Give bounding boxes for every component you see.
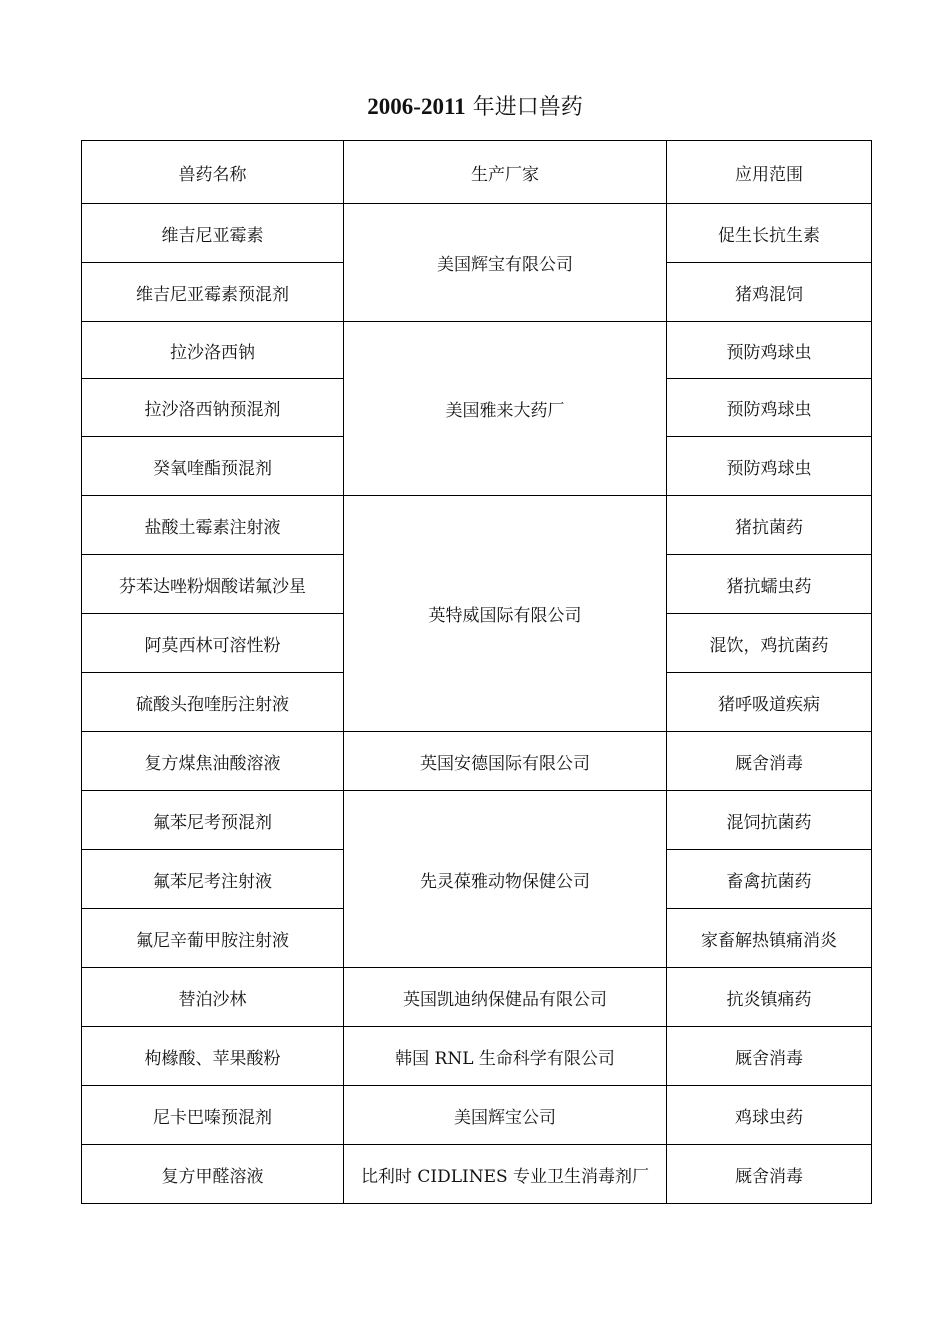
drug-name: 尼卡巴嗪预混剂 [82, 1086, 344, 1145]
drug-name: 复方甲醛溶液 [82, 1145, 344, 1204]
drug-name: 氟尼辛葡甲胺注射液 [82, 909, 344, 968]
drug-table [81, 140, 872, 1204]
drug-use: 预防鸡球虫 [667, 379, 872, 437]
drug-name: 癸氧喹酯预混剂 [82, 437, 344, 496]
drug-name: 氟苯尼考预混剂 [82, 791, 344, 850]
table-row [82, 1145, 872, 1204]
drug-name: 阿莫西林可溶性粉 [82, 614, 344, 673]
header-name: 兽药名称 [82, 141, 344, 204]
drug-name: 复方煤焦油酸溶液 [82, 732, 344, 791]
table-row [82, 732, 872, 791]
header-use: 应用范围 [667, 141, 872, 204]
drug-name: 拉沙洛西钠 [82, 322, 344, 379]
drug-use: 混饲抗菌药 [667, 791, 872, 850]
header-row [82, 141, 872, 204]
drug-use: 促生长抗生素 [667, 204, 872, 263]
title-year: 2006-2011 [367, 94, 466, 119]
page-title [0, 92, 950, 123]
maker-cell: 英特威国际有限公司 [344, 496, 667, 732]
drug-use: 混饮，鸡抗菌药 [667, 614, 872, 673]
maker-cell: 美国辉宝公司 [344, 1086, 667, 1145]
drug-use: 畜禽抗菌药 [667, 850, 872, 909]
maker-cell: 英国安德国际有限公司 [344, 732, 667, 791]
drug-name: 拉沙洛西钠预混剂 [82, 379, 344, 437]
table-row [82, 1086, 872, 1145]
drug-use: 猪鸡混饲 [667, 263, 872, 322]
drug-use: 预防鸡球虫 [667, 322, 872, 379]
drug-name: 硫酸头孢喹肟注射液 [82, 673, 344, 732]
maker-cell: 比利时 CIDLINES 专业卫生消毒剂厂 [344, 1145, 667, 1204]
drug-name: 芬苯达唑粉烟酸诺氟沙星 [82, 555, 344, 614]
table-row [82, 791, 872, 850]
header-maker: 生产厂家 [344, 141, 667, 204]
drug-use: 猪抗菌药 [667, 496, 872, 555]
drug-name: 维吉尼亚霉素预混剂 [82, 263, 344, 322]
drug-use: 抗炎镇痛药 [667, 968, 872, 1027]
maker-cell: 美国辉宝有限公司 [344, 204, 667, 322]
drug-name: 盐酸土霉素注射液 [82, 496, 344, 555]
table-row [82, 204, 872, 263]
table-row [82, 968, 872, 1027]
drug-use: 鸡球虫药 [667, 1086, 872, 1145]
drug-use: 猪抗蠕虫药 [667, 555, 872, 614]
maker-cell: 先灵葆雅动物保健公司 [344, 791, 667, 968]
drug-name: 替泊沙林 [82, 968, 344, 1027]
drug-name: 氟苯尼考注射液 [82, 850, 344, 909]
drug-use: 家畜解热镇痛消炎 [667, 909, 872, 968]
drug-use: 厩舍消毒 [667, 1145, 872, 1204]
drug-use: 厩舍消毒 [667, 732, 872, 791]
table-row [82, 322, 872, 379]
table-row [82, 496, 872, 555]
drug-name: 维吉尼亚霉素 [82, 204, 344, 263]
drug-use: 猪呼吸道疾病 [667, 673, 872, 732]
drug-name: 枸橼酸、苹果酸粉 [82, 1027, 344, 1086]
maker-cell: 美国雅来大药厂 [344, 322, 667, 496]
title-text: 年进口兽药 [472, 95, 583, 120]
drug-use: 厩舍消毒 [667, 1027, 872, 1086]
maker-cell: 英国凯迪纳保健品有限公司 [344, 968, 667, 1027]
maker-cell: 韩国 RNL 生命科学有限公司 [344, 1027, 667, 1086]
drug-use: 预防鸡球虫 [667, 437, 872, 496]
table-row [82, 1027, 872, 1086]
